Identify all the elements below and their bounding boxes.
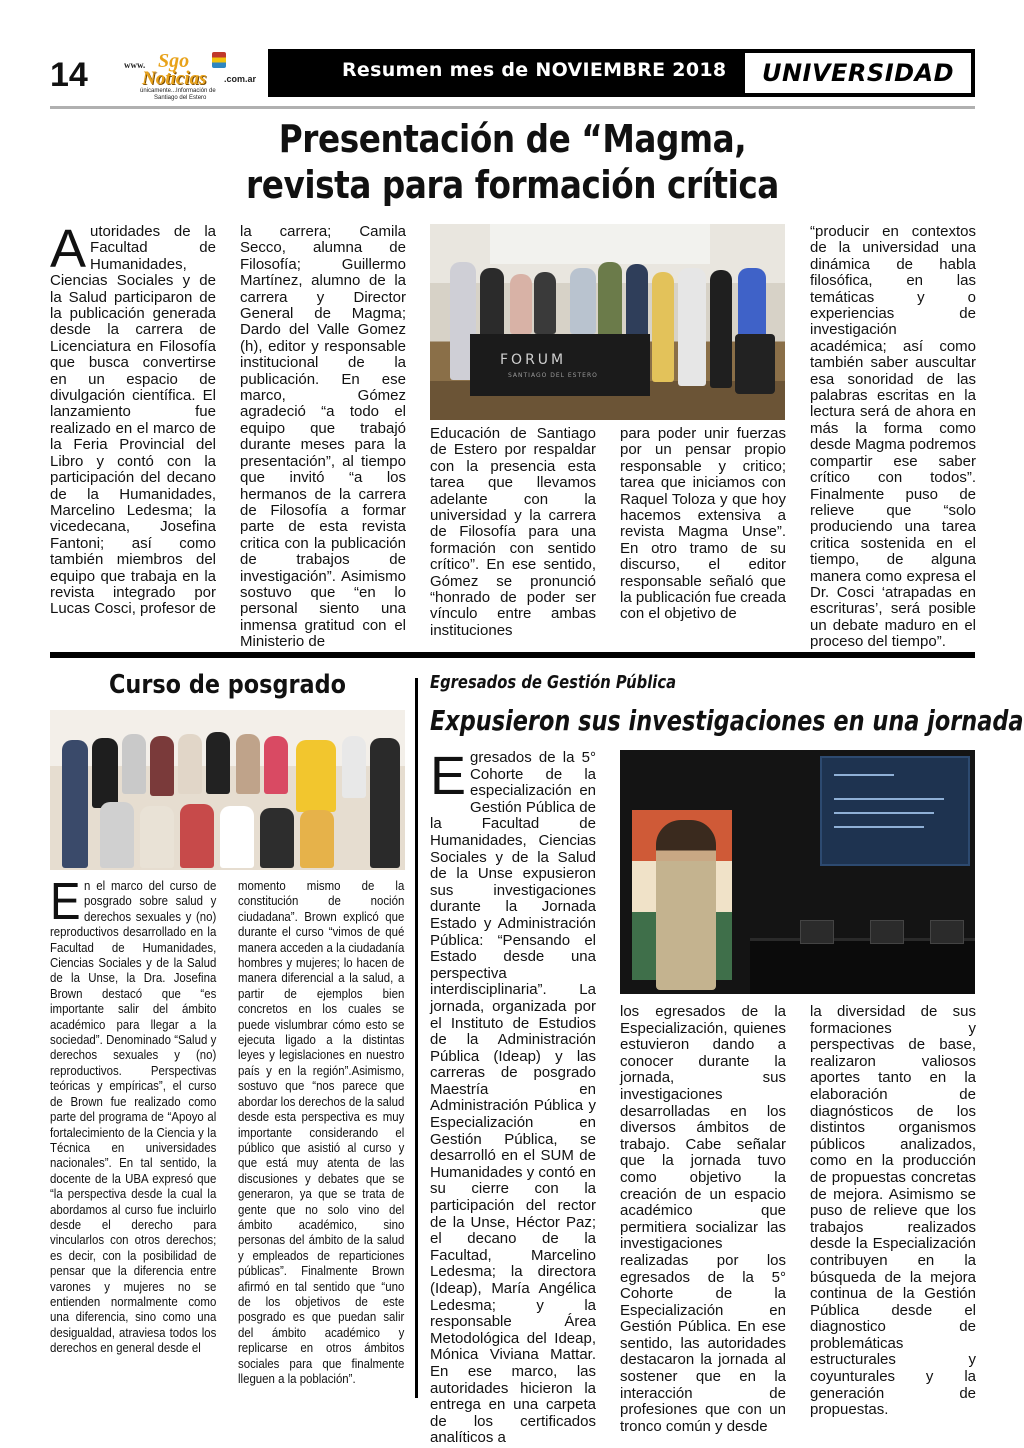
magma-column-5 [810,224,976,651]
magma-headline-line-2: revista para formación crítica [246,163,779,207]
photo-person [652,272,674,382]
projection-screen [490,224,710,264]
photo-person [510,274,532,334]
header-bar [268,49,975,97]
slide-text-line [834,774,894,776]
jornada-column-1 [430,746,596,1447]
laptop-icon [870,920,904,944]
jornada-speaker-photo [620,750,975,994]
jornada-column-2-text: los egresados de la Especialización, quienes estuvieron dando a conocer durante la jornada, sus investigaciones desarrolladas en los diversos ámbitos de trabajo. Cabe señalar que la jornada tuvo como objetivo la creación de un espacio académico que permitiera socializar las investigaciones realizadas por los egresados de la 5° Cohorte de la Especialización en Gestión Pública. En ese sentido, las autoridades destacaron la jornada al sostener que en la interacción de profesiones que con un tronco común y desde [620,1003,786,1435]
slide-text-line [834,798,944,800]
logo-domain: .com.ar [224,74,257,84]
photo-person [678,268,706,386]
curso-column-2-text: momento mismo de la constitución de noción ciudadana”. Brown explicó que durante el curso “vimos de qué manera acceden a la ciudadanía hombres y mujeres; lo hacen de manera diferencial a la salud, a partir de ejemplos bien concretos en los cuales se puede vislumbrar cómo esto se ejecuta ligado a la distintas leyes y legislaciones en nuestro país y en la región”.Asimismo, sostuvo que “nos parece que abordar los derechos de la salud desde esta perspectiva es muy importante considerando el público que asistió al curso y que está muy atenta de las discusiones y debates que se generaron, ya que se trata de gente que no solo vino del ámbito académico, sino personas del ámbito de la salud y empleados de reparticiones públicas”. Finalmente Brown afirmó en tal sentido que “uno de los objetivos de este posgrado es que puedan salir del ámbito académico y replicarse en otros ámbitos sociales para que finalmente lleguen a la población”. [238,878,405,1386]
flag-icon [212,52,226,68]
magma-presentation-photo [430,224,785,420]
photo-person [264,736,288,794]
photo-person [62,740,88,868]
header-divider [50,106,975,109]
photo-person [220,806,254,868]
page-number: 14 [50,56,88,94]
photo-person [710,270,732,388]
photo-person [342,736,366,798]
magma-headline-line-1: Presentación de “Magma, [278,117,747,161]
photo-person [150,736,174,796]
magma-column-4 [620,426,786,623]
forum-desk-subtext: SANTIAGO DEL ESTERO [508,372,598,379]
photo-person [370,738,400,868]
photo-person [122,734,146,794]
newspaper-logo [120,48,260,100]
curso-dropcap: E [50,873,81,931]
curso-column-1 [50,873,217,1356]
magma-column-5-text: “producir en contextos de la universidad una dinámica de habla filosófica, en las temáticas y o experiencias de investigación académica; así como también saber auscultar esa sonoridad de las palabras escritas en la lectura será de ahora en más la forma como desde Magma podremos compartir ese saber crítico con todos”. Finalmente puso de relieve que “solo produciendo una tarea critica sostenida en el tiempo, de alguna manera como expresa el Dr. Cosci ‘atrapadas en escrituras’, será posible un debate maduro en el proceso del tiempo”. [810,223,976,651]
section-label: UNIVERSIDAD [761,59,955,87]
magma-column-1 [50,219,216,618]
photo-person [534,272,556,334]
magma-column-1-text: utoridades de la Facultad de Humanidades, Ciencias Sociales y de la Salud participaron de la publicación generada desde la carrera de Licenciatura en Filosofía que busca convertirse en un espacio de divulgación científica. El lanzamiento fue realizado en el marco de la Feria Provincial del Libro y contó con la participación del decano de la Humanidades, Marcelino Ledesma; la vicedecana, Josefina Fantoni; así como también miembros del equipo que trabaja en la revista integrado por Lucas Cosci, profesor de [50,223,216,618]
curso-column-2 [238,878,404,1386]
panel-table [750,938,975,994]
slide-text-line [834,812,934,814]
photo-person [296,740,336,812]
curso-headline: Curso de posgrado [109,670,346,700]
issue-label: Resumen mes de NOVIEMBRE 2018 [342,59,727,81]
forum-desk-text: FORUM [500,352,567,368]
magma-column-2 [240,224,406,651]
photo-person [140,806,174,868]
logo-brand-sgo: Sgo [158,50,190,72]
jornada-column-3-text: la diversidad de sus formaciones y perspectivas de base, realizaron valiosos aportes tanto en la elaboración de diagnósticos de los distintos organismos públicos analizados, como en la producción de propuestas concretas de mejora. Asimismo se puso de relieve que los trabajos realizados desde la Especialización contribuyen en la búsqueda de la mejora continua de la Gestión Pública desde el diagnostico de problemáticas estructurales y coyunturales y la generación de propuestas. [810,1003,976,1419]
jornada-column-1-text: gresados de la 5° Cohorte de la especialización en Gestión Pública de la Facultad de Humanidades, Ciencias Sociales y de la Salud de la Unse expusieron sus investigaciones durante la Jornada Estado y Administración Pública: “Pensando el Estado desde una perspectiva interdisciplinaria”. La jornada, organizada por el Instituto de Estudios de la Administración Pública (Ideap) y las carreras de posgrado Maestría en Administración Pública y Especialización en Gestión Pública, se desarrolló en el SUM de Humanidades y contó en su cierre con la participación del rector de la Unse, Héctor Paz; el decano de la Facultad, Marcelino Ledesma; la directora (Ideap), María Angélica Ledesma; y la responsable Área Metodológica del Ideap, Mónica Viviana Mattar. En ese marco, las autoridades hicieron la entrega en una carpeta de los certificados analíticos a [430,749,596,1447]
magma-headline [115,116,911,208]
photo-person [206,732,230,794]
curso-column-1-text: n el marco del curso de posgrado sobre salud y derechos sexuales y (no) reproductivos desarrollado en la Facultad de Humanidades, Ciencias Sociales y de la Salud de la Unse, la Dra. Josefina Brown destacó que “es importante salir del ámbito académico para llegar a la sociedad”. Denominado “Salud y derechos sexuales y (no) reproductivos. Perspectivas teóricas y empíricas”, el curso de Brown fue realizado como parte del programa de “Apoyo al fortalecimiento de la Ciencia y la Técnica en universidades nacionales”. En tal sentido, la docente de la UBA expresó que “la perspectiva desde la cual la abordamos al curso fue incluirlo desde el derecho para vincularlos con otros derechos; es decir, con la posibilidad de pensar que la diferencia entre varones y mujeres no se entienden normalmente como una diferencia, sino como una desigualdad, atraviesa todos los derechos en general desde el [50,878,217,1356]
curso-group-photo [50,710,405,870]
section-label-box [745,53,971,93]
jornada-column-3 [810,1004,976,1419]
jornada-column-2 [620,1004,786,1435]
jornada-dropcap: E [430,746,467,806]
logo-www: www. [124,60,146,70]
projected-slide [820,756,970,866]
photo-person [570,268,596,334]
photo-person [300,810,334,868]
column-divider [415,678,418,1398]
photo-person [180,804,214,868]
magma-column-3-text: Educación de Santiago de Estero por respaldar con la presencia esta tarea que llevamos adelante con la universidad y la carrera de Filosofía para una formación con sentido crítico”. En ese sentido, Gómez se pronunció “honrado de poder ser vínculo entre ambas instituciones [430,425,596,639]
logo-tagline-2: Santiago del Estero [154,95,207,101]
slide-text-line [834,826,924,828]
logo-brand-noticias: Noticias [142,68,207,89]
photo-person [236,734,260,794]
speaker-box [735,334,775,394]
laptop-icon [800,920,834,944]
magma-column-2-text: la carrera; Camila Secco, alumna de Filosofía; Guillermo Martínez, alumno de la carrera y Director General de Magma; Dardo del Valle Gomez (h), editor y responsable institucional de la publicación. En ese marco, Gómez agradeció “a todo el equipo que trabajó durante meses para la presentación”, al tiempo que invitó “a los hermanos de la carrera de Filosofía a formar parte de esta revista critica con la publicación de trabajos de investigación”. Asimismo sostuvo que “en lo personal siento una inmensa gratitud con el Ministerio de [240,223,406,651]
logo-tagline-1: únicamente...Información de [140,88,216,94]
magma-column-4-text: para poder unir fuerzas por un pensar propio responsable y critico; tarea que iniciamos con Raquel Toloza y que hoy hacemos extensiva a revista Magma Unse”. En otro tramo de su discurso, el editor responsable señaló que la publicación fue creada con el objetivo de [620,425,786,623]
photo-person [100,802,134,868]
jornada-headline: Expusieron sus investigaciones en una jornada [430,704,1024,737]
laptop-icon [930,920,964,944]
section-divider [50,652,975,658]
jornada-kicker: Egresados de Gestión Pública [430,672,677,693]
photo-person [260,808,294,868]
magma-dropcap: A [50,219,87,279]
speaker-person [656,820,716,990]
photo-person [92,738,118,808]
photo-person [178,734,202,794]
magma-column-3 [430,426,596,639]
